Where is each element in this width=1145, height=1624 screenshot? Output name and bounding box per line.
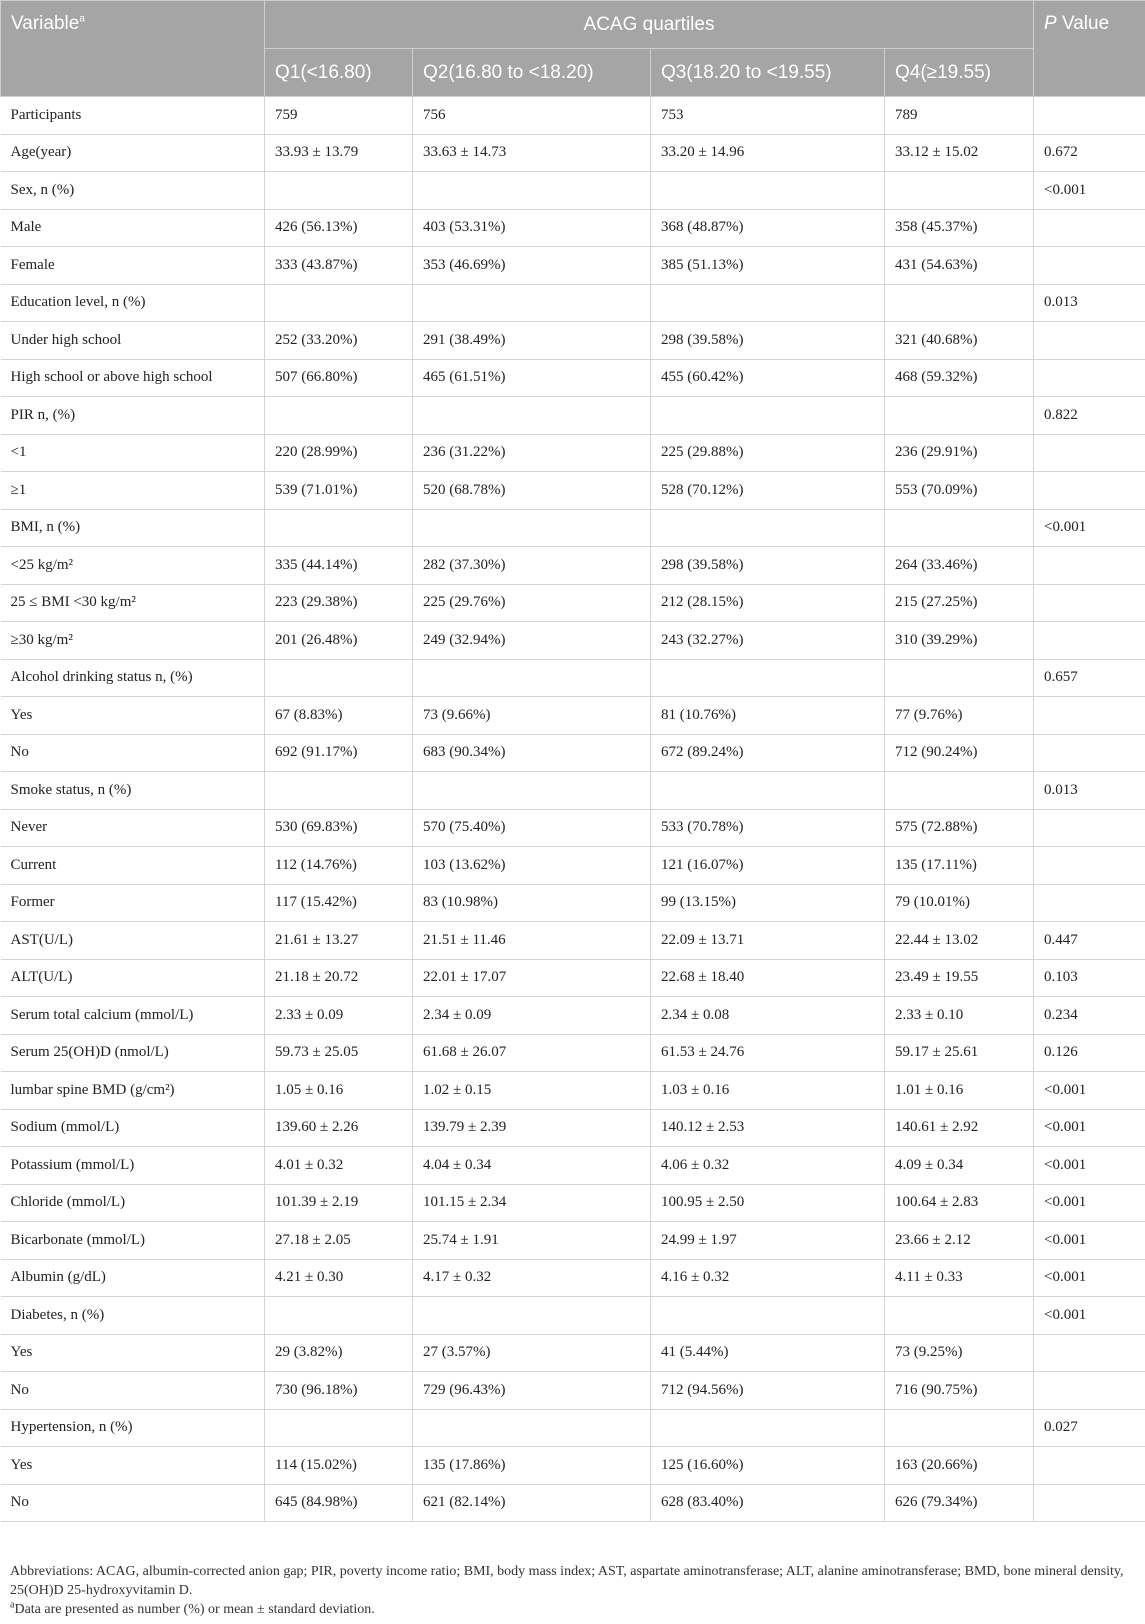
p-value-cell: 0.447 — [1034, 922, 1145, 960]
table-row — [1, 547, 1145, 585]
q3-cell — [651, 1409, 885, 1447]
q1-cell: 539 (71.01%) — [265, 472, 413, 510]
q4-cell: 553 (70.09%) — [885, 472, 1034, 510]
variable-cell: PIR n, (%) — [1, 397, 265, 435]
q4-cell: 236 (29.91%) — [885, 434, 1034, 472]
q2-cell: 520 (68.78%) — [413, 472, 651, 510]
q2-cell: 101.15 ± 2.34 — [413, 1184, 651, 1222]
variable-cell: Education level, n (%) — [1, 284, 265, 322]
q4-cell: 73 (9.25%) — [885, 1334, 1034, 1372]
variable-cell: Albumin (g/dL) — [1, 1259, 265, 1297]
q1-cell: 223 (29.38%) — [265, 584, 413, 622]
q1-cell: 220 (28.99%) — [265, 434, 413, 472]
p-value-cell — [1034, 322, 1145, 360]
table-row — [1, 697, 1145, 735]
q1-cell: 27.18 ± 2.05 — [265, 1222, 413, 1260]
table-row — [1, 1484, 1145, 1522]
q2-cell: 621 (82.14%) — [413, 1484, 651, 1522]
q3-cell: 672 (89.24%) — [651, 734, 885, 772]
p-value-cell — [1034, 809, 1145, 847]
p-value-cell: 0.027 — [1034, 1409, 1145, 1447]
q2-cell: 249 (32.94%) — [413, 622, 651, 660]
quartile-header-q3: Q3(18.20 to <19.55) — [651, 49, 885, 97]
table-row — [1, 359, 1145, 397]
q2-cell — [413, 659, 651, 697]
q3-cell — [651, 397, 885, 435]
q3-cell: 533 (70.78%) — [651, 809, 885, 847]
variable-cell: Serum total calcium (mmol/L) — [1, 997, 265, 1035]
q1-cell: 4.01 ± 0.32 — [265, 1147, 413, 1185]
q3-cell: 4.16 ± 0.32 — [651, 1259, 885, 1297]
p-value-cell — [1034, 247, 1145, 285]
q2-cell — [413, 509, 651, 547]
p-value-cell: <0.001 — [1034, 1297, 1145, 1335]
q4-cell: 2.33 ± 0.10 — [885, 997, 1034, 1035]
data-note-marker: a — [10, 1599, 15, 1611]
q1-cell: 333 (43.87%) — [265, 247, 413, 285]
table-row — [1, 1222, 1145, 1260]
p-value-cell — [1034, 97, 1145, 135]
table-row — [1, 1297, 1145, 1335]
q2-cell: 729 (96.43%) — [413, 1372, 651, 1410]
table-body — [1, 97, 1145, 1522]
q2-cell — [413, 397, 651, 435]
p-value-cell: 0.013 — [1034, 284, 1145, 322]
quartile-header-q4: Q4(≥19.55) — [885, 49, 1034, 97]
variable-cell: Hypertension, n (%) — [1, 1409, 265, 1447]
p-value-cell: 0.234 — [1034, 997, 1145, 1035]
q4-cell: 575 (72.88%) — [885, 809, 1034, 847]
q2-cell: 465 (61.51%) — [413, 359, 651, 397]
header-row-1 — [1, 1, 1145, 49]
q4-cell: 321 (40.68%) — [885, 322, 1034, 360]
p-value-cell — [1034, 1484, 1145, 1522]
q3-cell: 99 (13.15%) — [651, 884, 885, 922]
p-value-cell — [1034, 884, 1145, 922]
table-row — [1, 884, 1145, 922]
p-value-cell: <0.001 — [1034, 1222, 1145, 1260]
table-row — [1, 322, 1145, 360]
q1-cell — [265, 659, 413, 697]
q3-cell: 712 (94.56%) — [651, 1372, 885, 1410]
q3-cell: 24.99 ± 1.97 — [651, 1222, 885, 1260]
q4-cell: 716 (90.75%) — [885, 1372, 1034, 1410]
p-value-cell — [1034, 847, 1145, 885]
variable-header-footnote-marker: a — [79, 13, 85, 25]
q2-cell: 73 (9.66%) — [413, 697, 651, 735]
q2-cell: 225 (29.76%) — [413, 584, 651, 622]
p-value-header-italic: P — [1044, 13, 1057, 34]
q4-cell: 22.44 ± 13.02 — [885, 922, 1034, 960]
table-row — [1, 1109, 1145, 1147]
p-value-cell: 0.657 — [1034, 659, 1145, 697]
variable-cell: No — [1, 734, 265, 772]
q4-cell — [885, 509, 1034, 547]
p-value-cell — [1034, 734, 1145, 772]
variable-cell: ALT(U/L) — [1, 959, 265, 997]
q3-cell — [651, 509, 885, 547]
q4-cell: 215 (27.25%) — [885, 584, 1034, 622]
q3-cell: 33.20 ± 14.96 — [651, 134, 885, 172]
table-row — [1, 959, 1145, 997]
q2-cell: 353 (46.69%) — [413, 247, 651, 285]
q1-cell: 21.18 ± 20.72 — [265, 959, 413, 997]
table-row — [1, 1334, 1145, 1372]
q1-cell — [265, 772, 413, 810]
p-value-cell: 0.822 — [1034, 397, 1145, 435]
p-value-header-label: Value — [1056, 13, 1110, 34]
q3-cell: 121 (16.07%) — [651, 847, 885, 885]
q1-cell — [265, 284, 413, 322]
data-presentation-note — [10, 1600, 1135, 1619]
variable-cell: Former — [1, 884, 265, 922]
variable-cell: BMI, n (%) — [1, 509, 265, 547]
q2-cell: 403 (53.31%) — [413, 209, 651, 247]
q3-cell: 22.09 ± 13.71 — [651, 922, 885, 960]
q1-cell — [265, 172, 413, 210]
q1-cell: 201 (26.48%) — [265, 622, 413, 660]
q4-cell: 4.11 ± 0.33 — [885, 1259, 1034, 1297]
q1-cell: 645 (84.98%) — [265, 1484, 413, 1522]
q2-cell: 103 (13.62%) — [413, 847, 651, 885]
table-row — [1, 97, 1145, 135]
p-value-cell — [1034, 584, 1145, 622]
p-value-cell: <0.001 — [1034, 1109, 1145, 1147]
q2-cell: 139.79 ± 2.39 — [413, 1109, 651, 1147]
table-row — [1, 172, 1145, 210]
q1-cell: 507 (66.80%) — [265, 359, 413, 397]
q4-cell: 79 (10.01%) — [885, 884, 1034, 922]
q3-cell — [651, 659, 885, 697]
table-row — [1, 584, 1145, 622]
q4-cell — [885, 284, 1034, 322]
q4-cell: 163 (20.66%) — [885, 1447, 1034, 1485]
q1-cell: 112 (14.76%) — [265, 847, 413, 885]
q1-cell: 252 (33.20%) — [265, 322, 413, 360]
q3-cell: 100.95 ± 2.50 — [651, 1184, 885, 1222]
variable-cell: Potassium (mmol/L) — [1, 1147, 265, 1185]
q2-cell: 2.34 ± 0.09 — [413, 997, 651, 1035]
variable-cell: Yes — [1, 697, 265, 735]
variable-cell: Male — [1, 209, 265, 247]
table-row — [1, 134, 1145, 172]
q1-cell: 117 (15.42%) — [265, 884, 413, 922]
table-row — [1, 1372, 1145, 1410]
q1-cell — [265, 1409, 413, 1447]
q1-cell: 139.60 ± 2.26 — [265, 1109, 413, 1147]
variable-cell: No — [1, 1372, 265, 1410]
variable-column-header — [1, 1, 265, 97]
q4-cell: 140.61 ± 2.92 — [885, 1109, 1034, 1147]
variable-cell: Under high school — [1, 322, 265, 360]
q1-cell: 759 — [265, 97, 413, 135]
q4-cell: 100.64 ± 2.83 — [885, 1184, 1034, 1222]
q4-cell: 33.12 ± 15.02 — [885, 134, 1034, 172]
p-value-cell — [1034, 472, 1145, 510]
q4-cell — [885, 172, 1034, 210]
variable-cell: Diabetes, n (%) — [1, 1297, 265, 1335]
q4-cell: 789 — [885, 97, 1034, 135]
p-value-cell — [1034, 547, 1145, 585]
q2-cell — [413, 1297, 651, 1335]
p-value-cell: <0.001 — [1034, 1147, 1145, 1185]
q2-cell: 21.51 ± 11.46 — [413, 922, 651, 960]
quartile-header-q2: Q2(16.80 to <18.20) — [413, 49, 651, 97]
q1-cell — [265, 397, 413, 435]
variable-cell: Yes — [1, 1447, 265, 1485]
variable-cell: Smoke status, n (%) — [1, 772, 265, 810]
p-value-cell — [1034, 209, 1145, 247]
variable-cell: ≥30 kg/m² — [1, 622, 265, 660]
q4-cell: 310 (39.29%) — [885, 622, 1034, 660]
q2-cell: 570 (75.40%) — [413, 809, 651, 847]
p-value-cell: <0.001 — [1034, 1259, 1145, 1297]
q2-cell: 25.74 ± 1.91 — [413, 1222, 651, 1260]
q2-cell: 236 (31.22%) — [413, 434, 651, 472]
q4-cell — [885, 772, 1034, 810]
p-value-cell: 0.126 — [1034, 1034, 1145, 1072]
q4-cell: 4.09 ± 0.34 — [885, 1147, 1034, 1185]
q3-cell: 385 (51.13%) — [651, 247, 885, 285]
variable-cell: <25 kg/m² — [1, 547, 265, 585]
variable-header-label: Variable — [11, 13, 80, 34]
p-value-cell: <0.001 — [1034, 1184, 1145, 1222]
p-value-cell: 0.672 — [1034, 134, 1145, 172]
q1-cell: 114 (15.02%) — [265, 1447, 413, 1485]
table-row — [1, 809, 1145, 847]
q3-cell: 140.12 ± 2.53 — [651, 1109, 885, 1147]
table-row — [1, 1072, 1145, 1110]
q3-cell: 2.34 ± 0.08 — [651, 997, 885, 1035]
variable-cell: Age(year) — [1, 134, 265, 172]
q3-cell: 212 (28.15%) — [651, 584, 885, 622]
p-value-cell: 0.103 — [1034, 959, 1145, 997]
p-value-column-header — [1034, 1, 1145, 97]
q3-cell: 22.68 ± 18.40 — [651, 959, 885, 997]
abbreviations-note: Abbreviations: ACAG, albumin-corrected anion gap; PIR, poverty income ratio; BMI, body mass index; AST, aspartate aminotransferase; ALT, alanine aminotransferase; BMD, bone mineral density, 25(OH)D 25-hydroxyvitamin D. — [10, 1564, 1124, 1598]
q4-cell: 358 (45.37%) — [885, 209, 1034, 247]
q3-cell: 61.53 ± 24.76 — [651, 1034, 885, 1072]
table-header — [1, 1, 1145, 97]
q1-cell: 730 (96.18%) — [265, 1372, 413, 1410]
p-value-cell: <0.001 — [1034, 1072, 1145, 1110]
q2-cell: 61.68 ± 26.07 — [413, 1034, 651, 1072]
q3-cell: 243 (32.27%) — [651, 622, 885, 660]
q3-cell: 298 (39.58%) — [651, 322, 885, 360]
variable-cell: lumbar spine BMD (g/cm²) — [1, 1072, 265, 1110]
table-row — [1, 1447, 1145, 1485]
q3-cell: 125 (16.60%) — [651, 1447, 885, 1485]
q4-cell — [885, 659, 1034, 697]
q3-cell: 628 (83.40%) — [651, 1484, 885, 1522]
q3-cell: 298 (39.58%) — [651, 547, 885, 585]
table-row — [1, 997, 1145, 1035]
table-row — [1, 284, 1145, 322]
variable-cell: <1 — [1, 434, 265, 472]
variable-cell: Alcohol drinking status n, (%) — [1, 659, 265, 697]
q1-cell: 692 (91.17%) — [265, 734, 413, 772]
q3-cell: 4.06 ± 0.32 — [651, 1147, 885, 1185]
table-row — [1, 622, 1145, 660]
variable-cell: Never — [1, 809, 265, 847]
q2-cell — [413, 1409, 651, 1447]
p-value-cell: <0.001 — [1034, 509, 1145, 547]
table-row — [1, 209, 1145, 247]
variable-cell: No — [1, 1484, 265, 1522]
table-row — [1, 1034, 1145, 1072]
acag-quartiles-header: ACAG quartiles — [265, 1, 1034, 49]
q4-cell: 135 (17.11%) — [885, 847, 1034, 885]
q1-cell: 1.05 ± 0.16 — [265, 1072, 413, 1110]
table-row — [1, 434, 1145, 472]
q4-cell — [885, 397, 1034, 435]
p-value-cell: 0.013 — [1034, 772, 1145, 810]
q2-cell: 683 (90.34%) — [413, 734, 651, 772]
q4-cell: 626 (79.34%) — [885, 1484, 1034, 1522]
q3-cell: 81 (10.76%) — [651, 697, 885, 735]
q1-cell: 21.61 ± 13.27 — [265, 922, 413, 960]
p-value-cell: <0.001 — [1034, 172, 1145, 210]
data-note-text: Data are presented as number (%) or mean ± standard deviation. — [14, 1602, 375, 1617]
variable-cell: AST(U/L) — [1, 922, 265, 960]
table-row — [1, 1409, 1145, 1447]
table-row — [1, 772, 1145, 810]
p-value-cell — [1034, 697, 1145, 735]
q1-cell: 101.39 ± 2.19 — [265, 1184, 413, 1222]
q2-cell: 33.63 ± 14.73 — [413, 134, 651, 172]
variable-cell: Serum 25(OH)D (nmol/L) — [1, 1034, 265, 1072]
table-row — [1, 1147, 1145, 1185]
variable-cell: ≥1 — [1, 472, 265, 510]
p-value-cell — [1034, 434, 1145, 472]
q4-cell: 23.49 ± 19.55 — [885, 959, 1034, 997]
q2-cell: 1.02 ± 0.15 — [413, 1072, 651, 1110]
q3-cell: 528 (70.12%) — [651, 472, 885, 510]
q2-cell: 756 — [413, 97, 651, 135]
variable-cell: Female — [1, 247, 265, 285]
q3-cell — [651, 772, 885, 810]
q1-cell: 335 (44.14%) — [265, 547, 413, 585]
table-footnotes — [10, 1562, 1135, 1619]
q4-cell: 468 (59.32%) — [885, 359, 1034, 397]
q3-cell: 368 (48.87%) — [651, 209, 885, 247]
q1-cell: 67 (8.83%) — [265, 697, 413, 735]
q2-cell — [413, 772, 651, 810]
q4-cell: 1.01 ± 0.16 — [885, 1072, 1034, 1110]
variable-cell: Yes — [1, 1334, 265, 1372]
variable-cell: Current — [1, 847, 265, 885]
q3-cell — [651, 172, 885, 210]
variable-cell: Sex, n (%) — [1, 172, 265, 210]
variable-cell: Bicarbonate (mmol/L) — [1, 1222, 265, 1260]
table-row — [1, 1184, 1145, 1222]
q1-cell: 59.73 ± 25.05 — [265, 1034, 413, 1072]
table-row — [1, 472, 1145, 510]
variable-cell: Chloride (mmol/L) — [1, 1184, 265, 1222]
table-row — [1, 734, 1145, 772]
table-row — [1, 847, 1145, 885]
variable-cell: Participants — [1, 97, 265, 135]
q1-cell: 29 (3.82%) — [265, 1334, 413, 1372]
q3-cell — [651, 1297, 885, 1335]
q4-cell: 712 (90.24%) — [885, 734, 1034, 772]
p-value-cell — [1034, 622, 1145, 660]
q4-cell: 23.66 ± 2.12 — [885, 1222, 1034, 1260]
q1-cell: 2.33 ± 0.09 — [265, 997, 413, 1035]
q3-cell: 1.03 ± 0.16 — [651, 1072, 885, 1110]
table-row — [1, 922, 1145, 960]
q4-cell: 264 (33.46%) — [885, 547, 1034, 585]
table-row — [1, 659, 1145, 697]
q2-cell: 4.17 ± 0.32 — [413, 1259, 651, 1297]
p-value-cell — [1034, 359, 1145, 397]
q1-cell: 530 (69.83%) — [265, 809, 413, 847]
q2-cell: 282 (37.30%) — [413, 547, 651, 585]
variable-cell: Sodium (mmol/L) — [1, 1109, 265, 1147]
q1-cell: 426 (56.13%) — [265, 209, 413, 247]
quartile-header-q1: Q1(<16.80) — [265, 49, 413, 97]
q2-cell: 135 (17.86%) — [413, 1447, 651, 1485]
q1-cell — [265, 509, 413, 547]
table-row — [1, 1259, 1145, 1297]
variable-cell: High school or above high school — [1, 359, 265, 397]
q4-cell — [885, 1409, 1034, 1447]
q4-cell — [885, 1297, 1034, 1335]
table-row — [1, 247, 1145, 285]
q1-cell: 33.93 ± 13.79 — [265, 134, 413, 172]
p-value-cell — [1034, 1372, 1145, 1410]
q2-cell: 22.01 ± 17.07 — [413, 959, 651, 997]
q2-cell: 291 (38.49%) — [413, 322, 651, 360]
q3-cell: 225 (29.88%) — [651, 434, 885, 472]
q2-cell: 83 (10.98%) — [413, 884, 651, 922]
q2-cell: 27 (3.57%) — [413, 1334, 651, 1372]
q3-cell: 753 — [651, 97, 885, 135]
q3-cell: 41 (5.44%) — [651, 1334, 885, 1372]
q3-cell: 455 (60.42%) — [651, 359, 885, 397]
q3-cell — [651, 284, 885, 322]
q2-cell — [413, 284, 651, 322]
q1-cell: 4.21 ± 0.30 — [265, 1259, 413, 1297]
p-value-cell — [1034, 1334, 1145, 1372]
table-row — [1, 509, 1145, 547]
q2-cell — [413, 172, 651, 210]
q1-cell — [265, 1297, 413, 1335]
variable-cell: 25 ≤ BMI <30 kg/m² — [1, 584, 265, 622]
q4-cell: 431 (54.63%) — [885, 247, 1034, 285]
p-value-cell — [1034, 1447, 1145, 1485]
q4-cell: 77 (9.76%) — [885, 697, 1034, 735]
q2-cell: 4.04 ± 0.34 — [413, 1147, 651, 1185]
table-row — [1, 397, 1145, 435]
q4-cell: 59.17 ± 25.61 — [885, 1034, 1034, 1072]
